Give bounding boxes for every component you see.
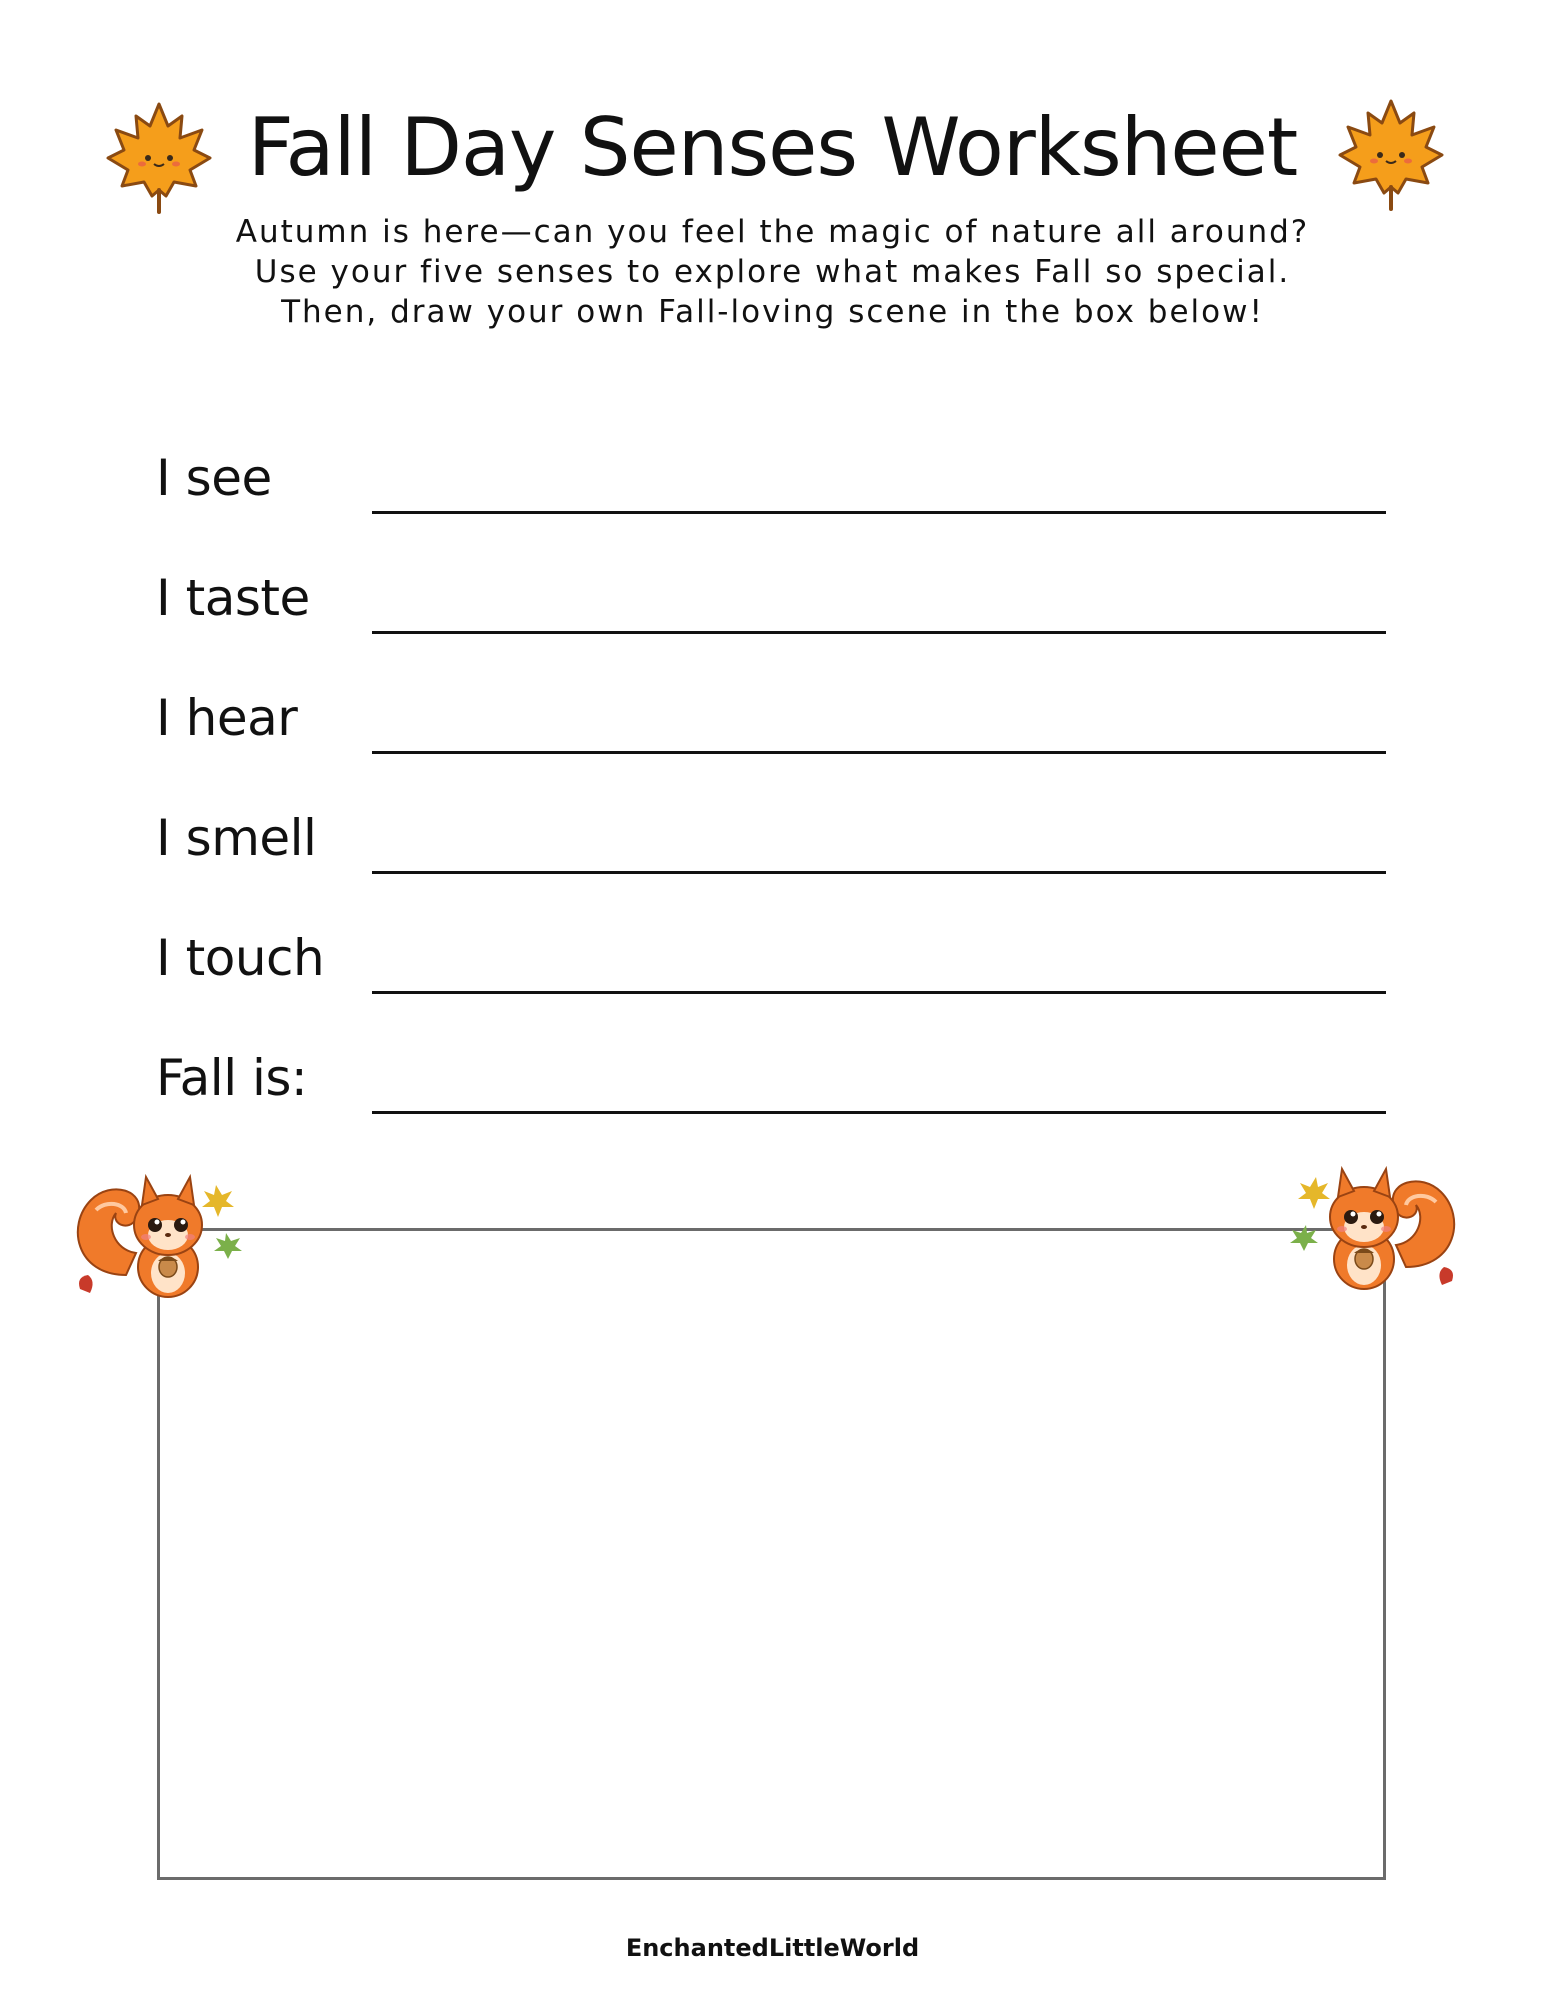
sense-row-see [156,448,1386,518]
squirrel-icon [66,1155,246,1305]
intro-text [0,212,1545,332]
sense-label-touch: I touch [156,929,325,987]
squirrel-icon [1286,1147,1466,1297]
sense-row-touch [156,928,1386,998]
answer-line-taste[interactable] [372,631,1386,634]
sense-label-see: I see [156,449,272,507]
drawing-box[interactable] [157,1228,1386,1880]
answer-line-see[interactable] [372,511,1386,514]
sense-row-fall [156,1048,1386,1118]
answer-line-touch[interactable] [372,991,1386,994]
answer-line-hear[interactable] [372,751,1386,754]
intro-line: Use your five senses to explore what makes Fall so special. [254,254,1291,290]
page-title: Fall Day Senses Worksheet [247,101,1298,194]
sense-label-hear: I hear [156,689,298,747]
sense-label-smell: I smell [156,809,317,867]
sense-row-smell [156,808,1386,878]
maple-leaf-icon [104,100,214,215]
sense-label-fall: Fall is: [156,1049,308,1107]
footer-brand: EnchantedLittleWorld [625,1934,920,1962]
answer-line-fall[interactable] [372,1111,1386,1114]
answer-line-smell[interactable] [372,871,1386,874]
sense-row-taste [156,568,1386,638]
sense-label-taste: I taste [156,569,310,627]
sense-row-hear [156,688,1386,758]
intro-line: Then, draw your own Fall-loving scene in the box below! [281,294,1264,330]
intro-line: Autumn is here—can you feel the magic of nature all around? [235,214,1310,250]
maple-leaf-icon [1336,97,1446,212]
